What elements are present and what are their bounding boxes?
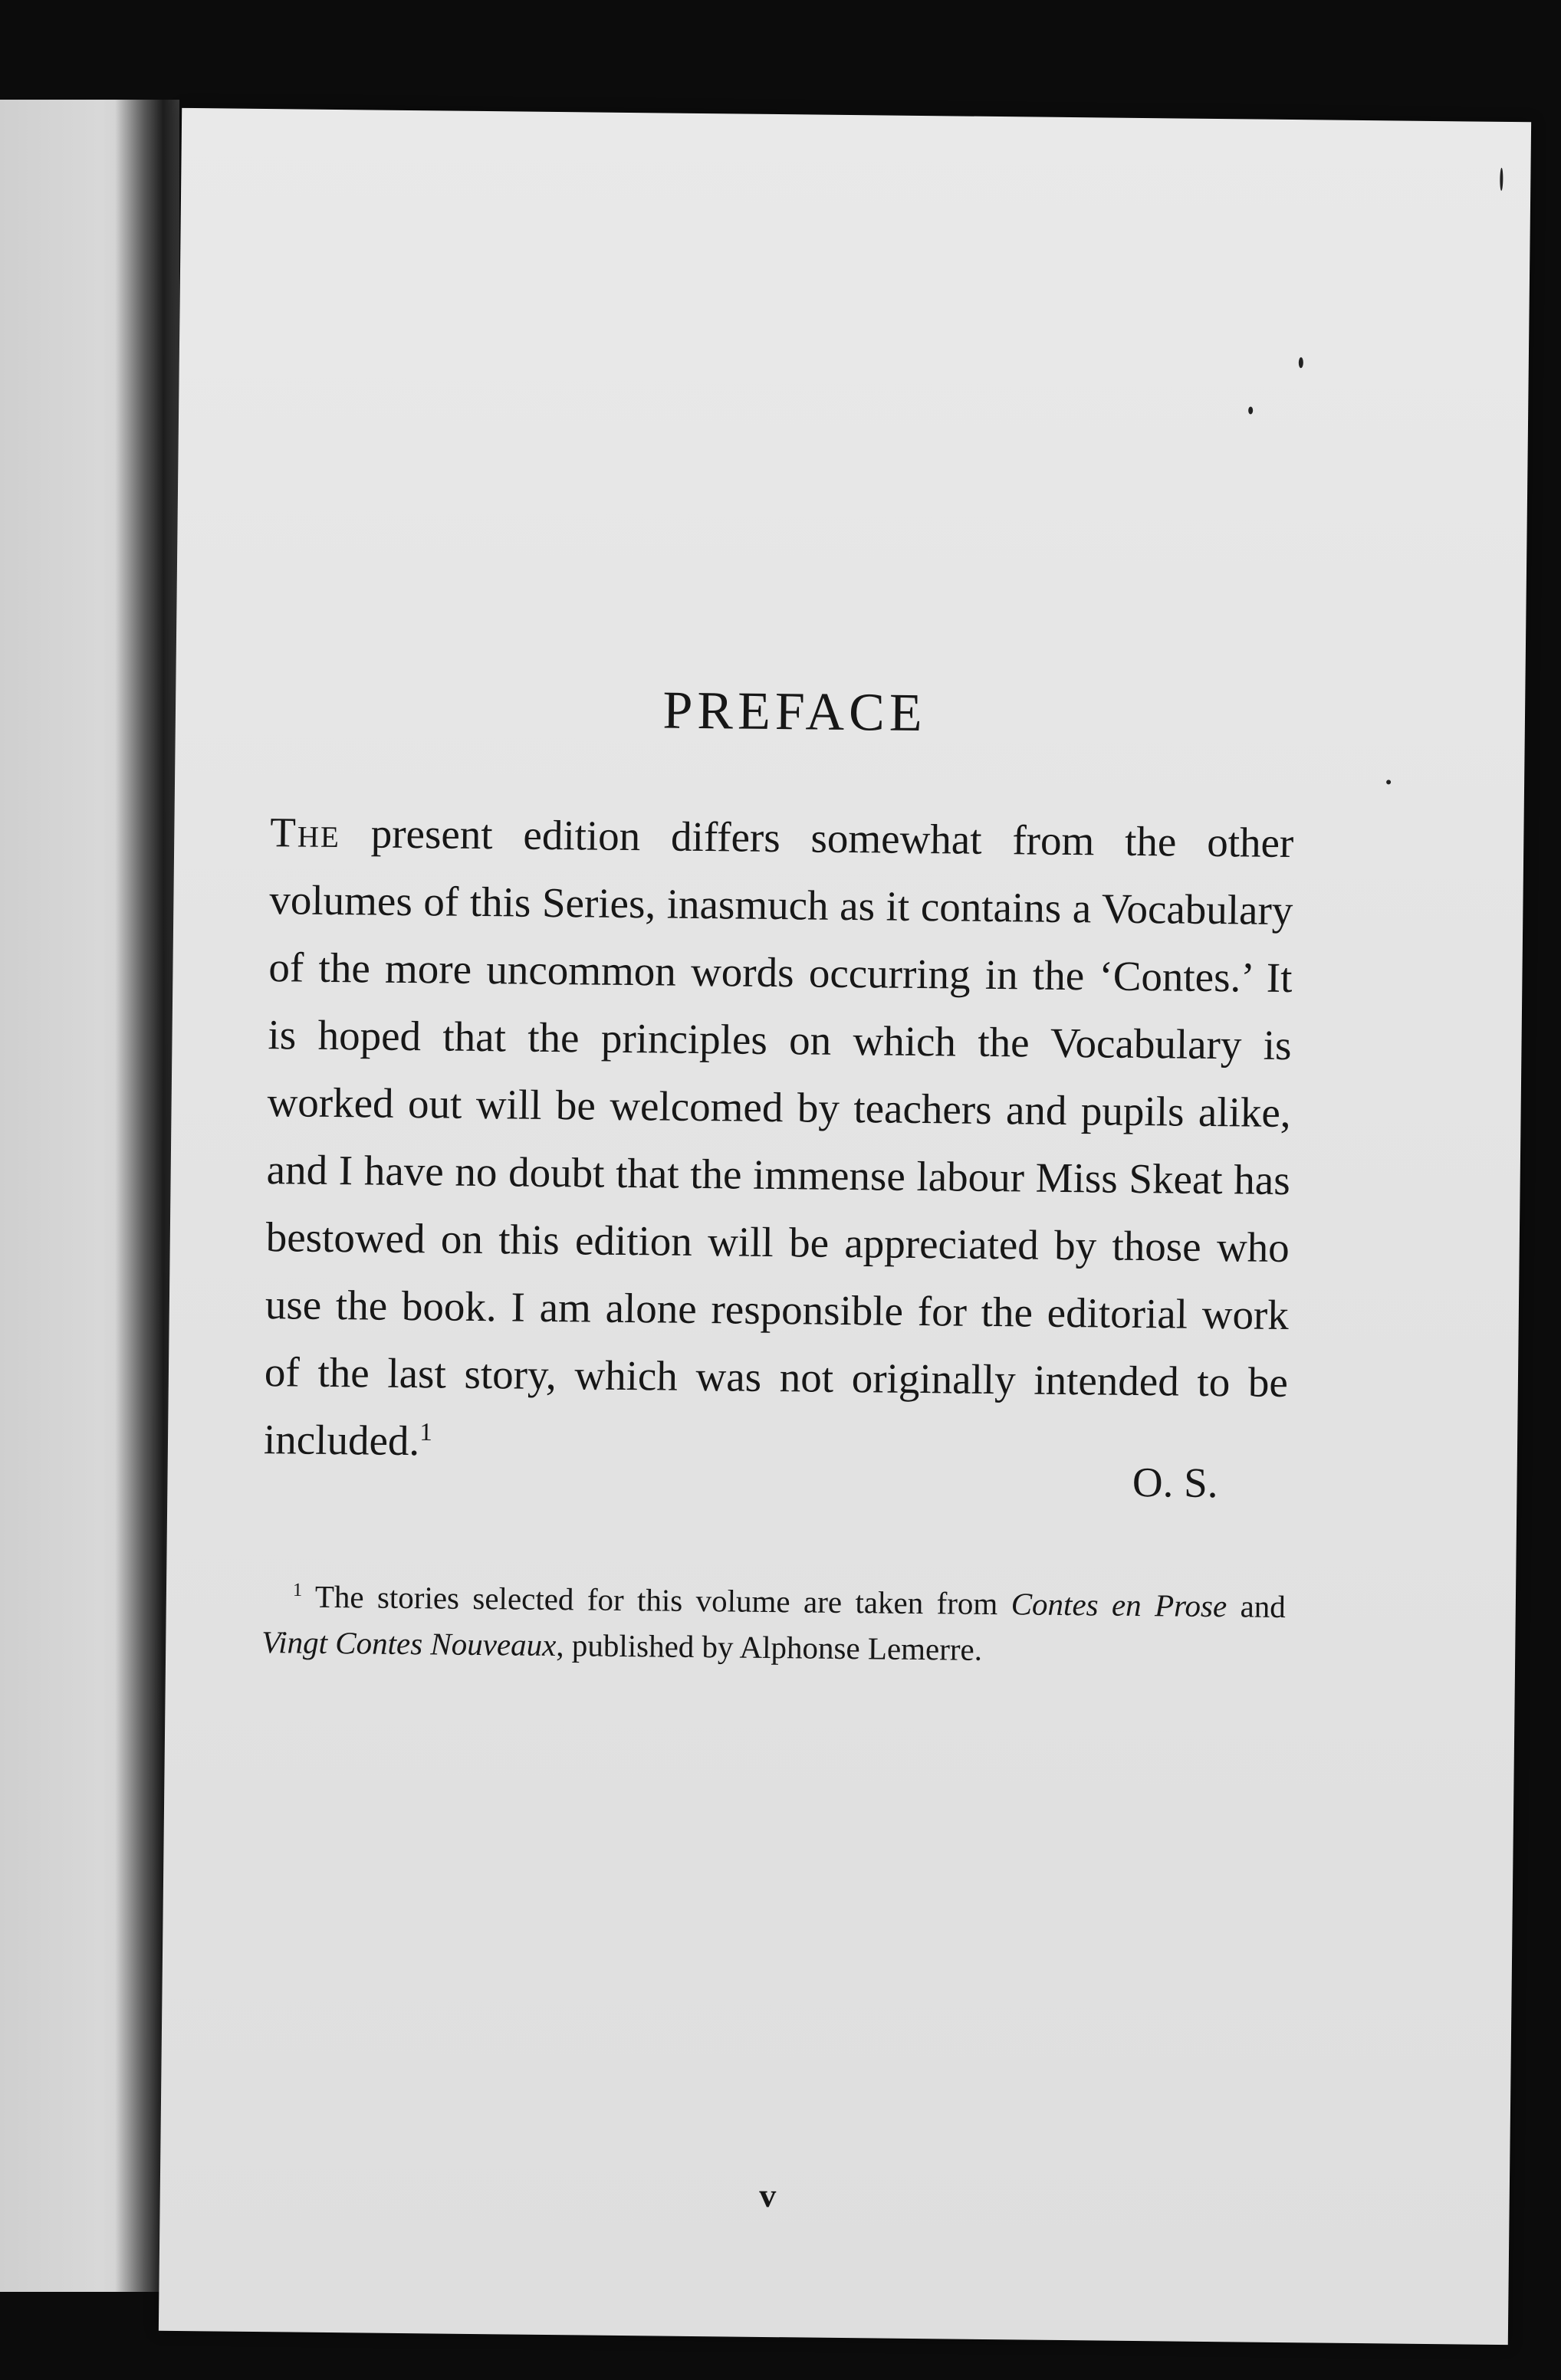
footnote-title-vingt-contes: Vingt Contes Nouveaux bbox=[261, 1624, 557, 1663]
dust-speck bbox=[1386, 780, 1391, 784]
footnote-reference: 1 bbox=[419, 1418, 432, 1447]
dust-speck bbox=[1299, 357, 1303, 368]
footnote-title-contes-en-prose: Contes en Prose bbox=[1011, 1586, 1227, 1624]
page-title: PREFACE bbox=[662, 681, 927, 744]
lead-word: The bbox=[270, 809, 341, 857]
author-initials: O. S. bbox=[1132, 1458, 1218, 1507]
dust-speck bbox=[1500, 168, 1503, 191]
footnote-text-1: The stories selected for this volume are taken from bbox=[301, 1578, 1011, 1622]
preface-body: present edition differs somewhat from the other volumes of this Series, inasmuch as it contains a Vocabulary of the more uncommon words occurring in the ‘Contes.’ It is hoped that the principles on which the Vocabulary is worked out will be welcomed by teachers and pupils alike, and I have no doubt that the immense labour Miss Skeat has bestowed on this edition will be appreciated by those who use the book. I am alone responsible for the editorial work of the last story, which was not originally intended to be included. bbox=[263, 809, 1294, 1465]
footnote-marker: 1 bbox=[292, 1579, 303, 1600]
page-content bbox=[261, 676, 1295, 2215]
book-page bbox=[159, 108, 1531, 2345]
dust-speck bbox=[1248, 406, 1253, 414]
footnote-text-3: , published by Alphonse Lemerre. bbox=[556, 1627, 983, 1667]
footnote bbox=[261, 1573, 1286, 1676]
page-number: v bbox=[758, 2176, 777, 2215]
footnote-text-2: and bbox=[1226, 1588, 1287, 1625]
preface-paragraph bbox=[264, 799, 1294, 1484]
